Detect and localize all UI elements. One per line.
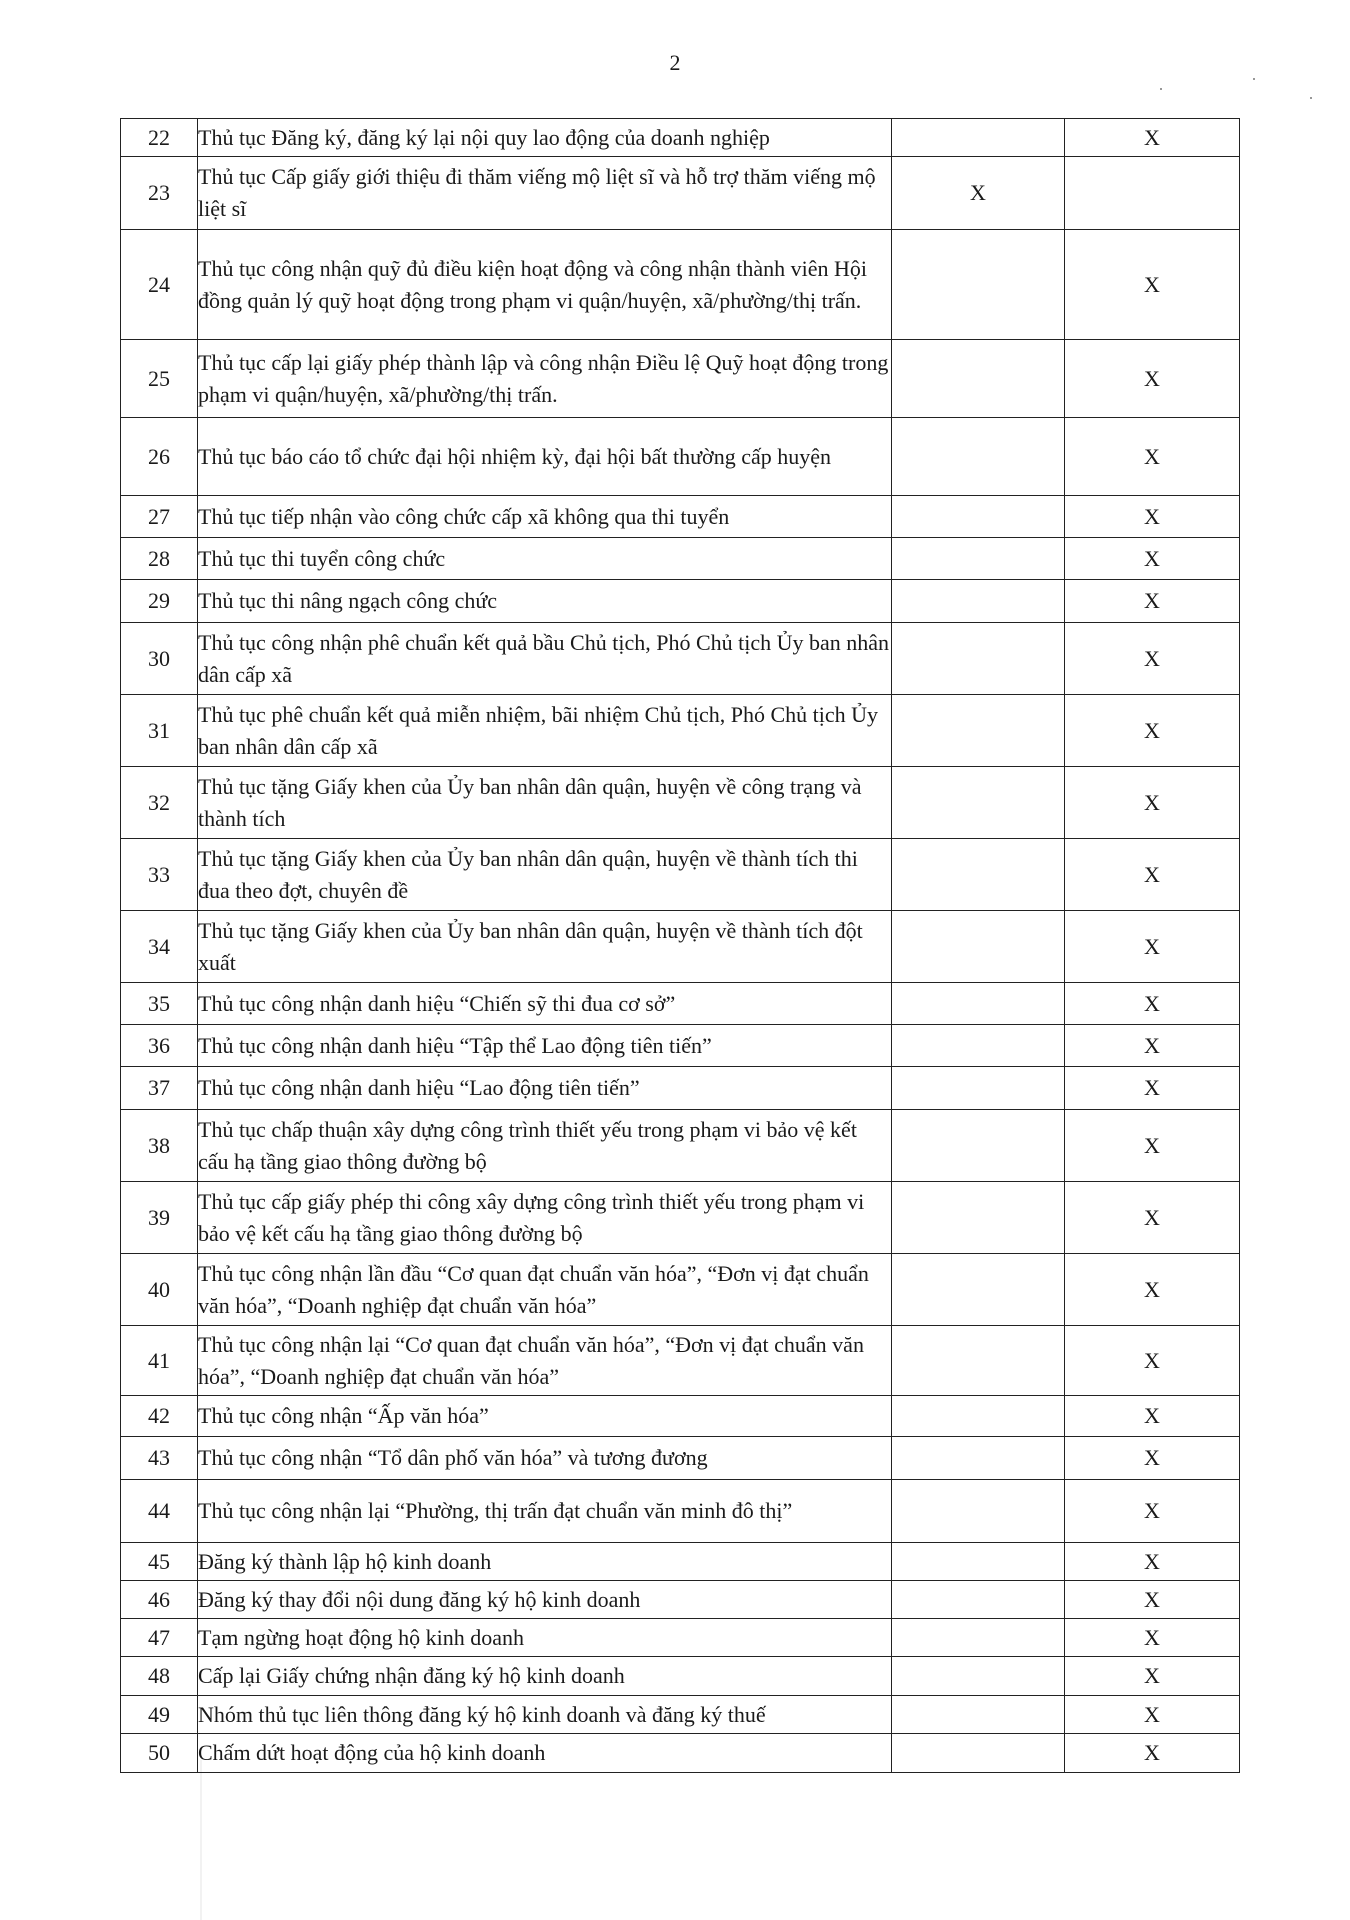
procedure-name-cell: Thủ tục tặng Giấy khen của Ủy ban nhân dân quận, huyện về công trạng và thành tích bbox=[198, 767, 892, 839]
row-number-cell: 42 bbox=[121, 1396, 198, 1437]
mark-column-b-cell: X bbox=[1065, 1326, 1240, 1396]
table-row bbox=[121, 538, 1240, 580]
procedure-name-cell: Thủ tục công nhận “Tổ dân phố văn hóa” và tương đương bbox=[198, 1437, 892, 1480]
mark-column-b-cell: X bbox=[1065, 1254, 1240, 1326]
mark-column-b-cell: X bbox=[1065, 1581, 1240, 1619]
procedure-name-cell: Thủ tục thi nâng ngạch công chức bbox=[198, 580, 892, 623]
scan-speck bbox=[1160, 88, 1162, 90]
procedure-name-cell: Thủ tục phê chuẩn kết quả miễn nhiệm, bãi nhiệm Chủ tịch, Phó Chủ tịch Ủy ban nhân dân cấp xã bbox=[198, 695, 892, 767]
procedure-name-cell: Thủ tục công nhận lại “Cơ quan đạt chuẩn văn hóa”, “Đơn vị đạt chuẩn văn hóa”, “Doanh nghiệp đạt chuẩn văn hóa” bbox=[198, 1326, 892, 1396]
table-row bbox=[121, 623, 1240, 695]
row-number-cell: 48 bbox=[121, 1657, 198, 1696]
table-row bbox=[121, 695, 1240, 767]
mark-column-a-cell bbox=[892, 1619, 1065, 1657]
table-row bbox=[121, 983, 1240, 1025]
mark-column-a-cell bbox=[892, 496, 1065, 538]
procedure-name-cell: Thủ tục công nhận quỹ đủ điều kiện hoạt động và công nhận thành viên Hội đồng quản lý quỹ hoạt động trong phạm vi quận/huyện, xã/phường/thị trấn. bbox=[198, 230, 892, 340]
procedure-name-cell: Đăng ký thay đổi nội dung đăng ký hộ kinh doanh bbox=[198, 1581, 892, 1619]
row-number-cell: 26 bbox=[121, 418, 198, 496]
row-number-cell: 23 bbox=[121, 157, 198, 230]
mark-column-a-cell bbox=[892, 1326, 1065, 1396]
mark-column-a-cell bbox=[892, 983, 1065, 1025]
mark-column-b-cell: X bbox=[1065, 418, 1240, 496]
row-number-cell: 43 bbox=[121, 1437, 198, 1480]
procedure-name-cell: Tạm ngừng hoạt động hộ kinh doanh bbox=[198, 1619, 892, 1657]
mark-column-b-cell: X bbox=[1065, 1543, 1240, 1581]
procedure-name-cell: Thủ tục tặng Giấy khen của Ủy ban nhân dân quận, huyện về thành tích thi đua theo đợt, chuyên đề bbox=[198, 839, 892, 911]
mark-column-b-cell: X bbox=[1065, 983, 1240, 1025]
mark-column-a-cell bbox=[892, 623, 1065, 695]
procedure-name-cell: Thủ tục công nhận lần đầu “Cơ quan đạt chuẩn văn hóa”, “Đơn vị đạt chuẩn văn hóa”, “Doanh nghiệp đạt chuẩn văn hóa” bbox=[198, 1254, 892, 1326]
table-row bbox=[121, 1254, 1240, 1326]
row-number-cell: 22 bbox=[121, 119, 198, 157]
row-number-cell: 50 bbox=[121, 1734, 198, 1773]
procedure-name-cell: Thủ tục công nhận danh hiệu “Lao động tiên tiến” bbox=[198, 1067, 892, 1110]
scan-fold-line bbox=[200, 1760, 202, 1920]
mark-column-b-cell: X bbox=[1065, 623, 1240, 695]
mark-column-b-cell: X bbox=[1065, 1067, 1240, 1110]
table-row bbox=[121, 1182, 1240, 1254]
mark-column-a-cell bbox=[892, 1396, 1065, 1437]
mark-column-b-cell: X bbox=[1065, 580, 1240, 623]
row-number-cell: 39 bbox=[121, 1182, 198, 1254]
row-number-cell: 29 bbox=[121, 580, 198, 623]
mark-column-b-cell: X bbox=[1065, 1619, 1240, 1657]
procedure-name-cell: Thủ tục chấp thuận xây dựng công trình thiết yếu trong phạm vi bảo vệ kết cấu hạ tầng giao thông đường bộ bbox=[198, 1110, 892, 1182]
row-number-cell: 33 bbox=[121, 839, 198, 911]
table-row bbox=[121, 1581, 1240, 1619]
row-number-cell: 44 bbox=[121, 1480, 198, 1543]
mark-column-a-cell bbox=[892, 1254, 1065, 1326]
procedure-name-cell: Thủ tục tiếp nhận vào công chức cấp xã không qua thi tuyển bbox=[198, 496, 892, 538]
row-number-cell: 25 bbox=[121, 340, 198, 418]
procedures-table-body bbox=[121, 119, 1240, 1773]
mark-column-a-cell bbox=[892, 230, 1065, 340]
mark-column-a-cell bbox=[892, 1025, 1065, 1067]
table-row bbox=[121, 230, 1240, 340]
mark-column-a-cell bbox=[892, 1696, 1065, 1734]
table-row bbox=[121, 1734, 1240, 1773]
row-number-cell: 49 bbox=[121, 1696, 198, 1734]
mark-column-b-cell: X bbox=[1065, 1734, 1240, 1773]
table-row bbox=[121, 1696, 1240, 1734]
mark-column-a-cell bbox=[892, 1067, 1065, 1110]
mark-column-b-cell: X bbox=[1065, 538, 1240, 580]
table-row bbox=[121, 839, 1240, 911]
mark-column-b-cell: X bbox=[1065, 340, 1240, 418]
mark-column-a-cell bbox=[892, 538, 1065, 580]
table-row bbox=[121, 580, 1240, 623]
table-row bbox=[121, 1025, 1240, 1067]
table-row bbox=[121, 1110, 1240, 1182]
row-number-cell: 40 bbox=[121, 1254, 198, 1326]
mark-column-a-cell bbox=[892, 1734, 1065, 1773]
procedure-name-cell: Thủ tục Đăng ký, đăng ký lại nội quy lao động của doanh nghiệp bbox=[198, 119, 892, 157]
mark-column-b-cell: X bbox=[1065, 911, 1240, 983]
table-row bbox=[121, 340, 1240, 418]
row-number-cell: 30 bbox=[121, 623, 198, 695]
mark-column-a-cell bbox=[892, 1182, 1065, 1254]
procedure-name-cell: Thủ tục báo cáo tổ chức đại hội nhiệm kỳ, đại hội bất thường cấp huyện bbox=[198, 418, 892, 496]
table-row bbox=[121, 1437, 1240, 1480]
procedure-name-cell: Thủ tục công nhận danh hiệu “Chiến sỹ thi đua cơ sở” bbox=[198, 983, 892, 1025]
row-number-cell: 45 bbox=[121, 1543, 198, 1581]
table-row bbox=[121, 496, 1240, 538]
scan-speck bbox=[1253, 78, 1255, 80]
procedure-name-cell: Thủ tục thi tuyển công chức bbox=[198, 538, 892, 580]
mark-column-b-cell: X bbox=[1065, 1396, 1240, 1437]
mark-column-a-cell bbox=[892, 1110, 1065, 1182]
mark-column-a-cell bbox=[892, 1437, 1065, 1480]
procedure-name-cell: Thủ tục tặng Giấy khen của Ủy ban nhân dân quận, huyện về thành tích đột xuất bbox=[198, 911, 892, 983]
mark-column-a-cell bbox=[892, 767, 1065, 839]
procedure-name-cell: Nhóm thủ tục liên thông đăng ký hộ kinh doanh và đăng ký thuế bbox=[198, 1696, 892, 1734]
row-number-cell: 35 bbox=[121, 983, 198, 1025]
procedures-table bbox=[120, 118, 1240, 1773]
mark-column-b-cell: X bbox=[1065, 230, 1240, 340]
mark-column-a-cell bbox=[892, 1543, 1065, 1581]
row-number-cell: 41 bbox=[121, 1326, 198, 1396]
mark-column-b-cell: X bbox=[1065, 496, 1240, 538]
table-row bbox=[121, 157, 1240, 230]
row-number-cell: 28 bbox=[121, 538, 198, 580]
procedure-name-cell: Đăng ký thành lập hộ kinh doanh bbox=[198, 1543, 892, 1581]
table-row bbox=[121, 418, 1240, 496]
mark-column-a-cell bbox=[892, 340, 1065, 418]
mark-column-b-cell bbox=[1065, 157, 1240, 230]
table-row bbox=[121, 1067, 1240, 1110]
page-number: 2 bbox=[669, 50, 681, 75]
table-row bbox=[121, 1396, 1240, 1437]
procedure-name-cell: Thủ tục cấp lại giấy phép thành lập và công nhận Điều lệ Quỹ hoạt động trong phạm vi quận/huyện, xã/phường/thị trấn. bbox=[198, 340, 892, 418]
mark-column-b-cell: X bbox=[1065, 119, 1240, 157]
row-number-cell: 31 bbox=[121, 695, 198, 767]
mark-column-a-cell bbox=[892, 1657, 1065, 1696]
procedure-name-cell: Chấm dứt hoạt động của hộ kinh doanh bbox=[198, 1734, 892, 1773]
mark-column-b-cell: X bbox=[1065, 1025, 1240, 1067]
table-row bbox=[121, 767, 1240, 839]
mark-column-a-cell bbox=[892, 580, 1065, 623]
mark-column-b-cell: X bbox=[1065, 1437, 1240, 1480]
table-row bbox=[121, 1657, 1240, 1696]
mark-column-a-cell: X bbox=[892, 157, 1065, 230]
mark-column-a-cell bbox=[892, 1480, 1065, 1543]
mark-column-b-cell: X bbox=[1065, 1657, 1240, 1696]
scan-speck bbox=[1310, 97, 1312, 99]
procedure-name-cell: Thủ tục cấp giấy phép thi công xây dựng công trình thiết yếu trong phạm vi bảo vệ kết cấu hạ tầng giao thông đường bộ bbox=[198, 1182, 892, 1254]
table-row bbox=[121, 1480, 1240, 1543]
mark-column-a-cell bbox=[892, 695, 1065, 767]
table-row bbox=[121, 911, 1240, 983]
mark-column-b-cell: X bbox=[1065, 839, 1240, 911]
mark-column-b-cell: X bbox=[1065, 1696, 1240, 1734]
row-number-cell: 36 bbox=[121, 1025, 198, 1067]
table-row bbox=[121, 1326, 1240, 1396]
mark-column-a-cell bbox=[892, 911, 1065, 983]
row-number-cell: 34 bbox=[121, 911, 198, 983]
mark-column-b-cell: X bbox=[1065, 695, 1240, 767]
mark-column-a-cell bbox=[892, 119, 1065, 157]
row-number-cell: 38 bbox=[121, 1110, 198, 1182]
row-number-cell: 24 bbox=[121, 230, 198, 340]
table-row bbox=[121, 1543, 1240, 1581]
table-row bbox=[121, 119, 1240, 157]
row-number-cell: 37 bbox=[121, 1067, 198, 1110]
row-number-cell: 27 bbox=[121, 496, 198, 538]
row-number-cell: 32 bbox=[121, 767, 198, 839]
procedure-name-cell: Cấp lại Giấy chứng nhận đăng ký hộ kinh doanh bbox=[198, 1657, 892, 1696]
procedure-name-cell: Thủ tục Cấp giấy giới thiệu đi thăm viếng mộ liệt sĩ và hỗ trợ thăm viếng mộ liệt sĩ bbox=[198, 157, 892, 230]
row-number-cell: 47 bbox=[121, 1619, 198, 1657]
mark-column-b-cell: X bbox=[1065, 767, 1240, 839]
procedure-name-cell: Thủ tục công nhận “Ấp văn hóa” bbox=[198, 1396, 892, 1437]
mark-column-a-cell bbox=[892, 418, 1065, 496]
row-number-cell: 46 bbox=[121, 1581, 198, 1619]
table-row bbox=[121, 1619, 1240, 1657]
procedure-name-cell: Thủ tục công nhận lại “Phường, thị trấn đạt chuẩn văn minh đô thị” bbox=[198, 1480, 892, 1543]
procedure-name-cell: Thủ tục công nhận phê chuẩn kết quả bầu Chủ tịch, Phó Chủ tịch Ủy ban nhân dân cấp xã bbox=[198, 623, 892, 695]
mark-column-b-cell: X bbox=[1065, 1110, 1240, 1182]
procedure-name-cell: Thủ tục công nhận danh hiệu “Tập thể Lao động tiên tiến” bbox=[198, 1025, 892, 1067]
mark-column-b-cell: X bbox=[1065, 1480, 1240, 1543]
mark-column-b-cell: X bbox=[1065, 1182, 1240, 1254]
mark-column-a-cell bbox=[892, 839, 1065, 911]
mark-column-a-cell bbox=[892, 1581, 1065, 1619]
